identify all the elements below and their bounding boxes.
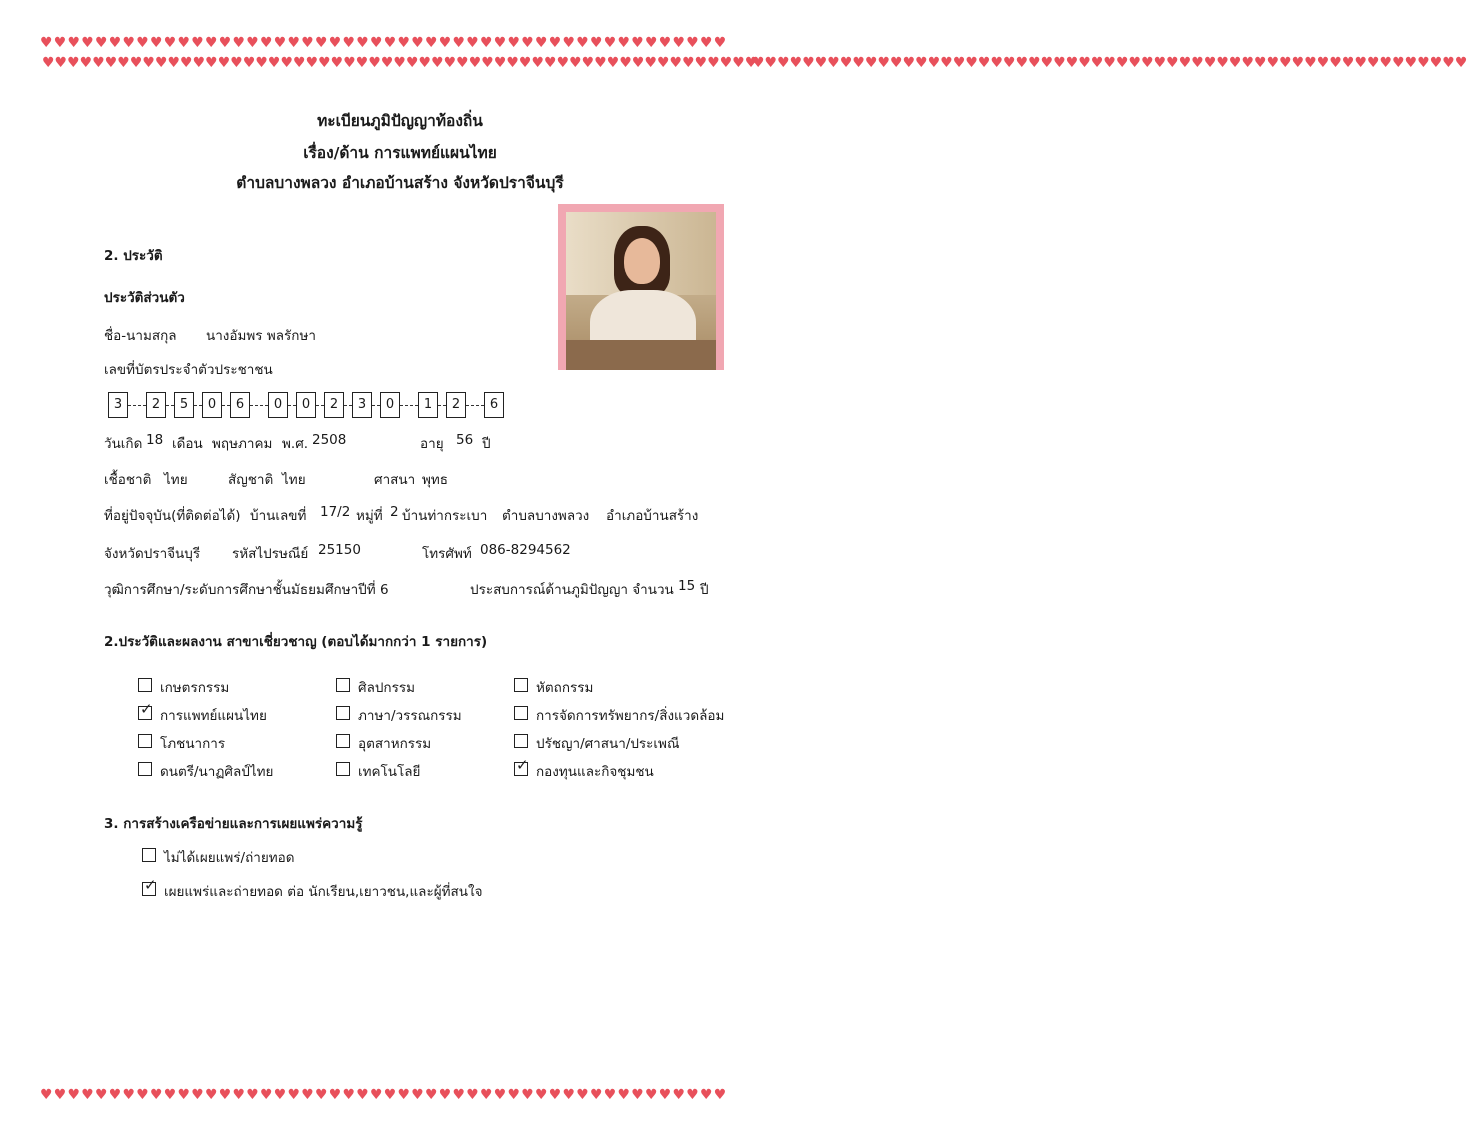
id-group-separator (466, 405, 484, 406)
phone-number: 086-8294562 (480, 542, 571, 558)
expertise-option-checkbox[interactable] (138, 762, 152, 776)
expertise-option-checkbox[interactable] (138, 734, 152, 748)
house-number: 17/2 (320, 504, 351, 520)
id-digit-separator (222, 405, 230, 406)
province: จังหวัดปราจีนบุรี (104, 546, 201, 562)
moo-value: 2 (390, 504, 399, 520)
expertise-option-label: ภาษา/วรรณกรรม (358, 708, 462, 724)
religion-label: ศาสนา (374, 472, 416, 488)
birth-day: 18 (146, 432, 164, 448)
expertise-option-label: เกษตรกรรม (160, 680, 230, 696)
age-label: อายุ (420, 436, 444, 452)
age-unit: ปี (482, 436, 491, 452)
id-digit-box: 6 (484, 392, 504, 418)
expertise-option-label: เทคโนโลยี (358, 764, 421, 780)
expertise-option-checkbox[interactable] (336, 706, 350, 720)
village: บ้านท่ากระเบา (402, 508, 488, 524)
id-digit-box: 6 (230, 392, 250, 418)
postcode: 25150 (318, 542, 361, 558)
id-digit-separator (288, 405, 296, 406)
subdistrict: ตำบลบางพลวง (502, 508, 590, 524)
address-label: ที่อยู่ปัจจุบัน(ที่ติดต่อได้) (104, 508, 241, 524)
expertise-option-label: กองทุนและกิจชุมชน (536, 764, 654, 780)
house-number-label: บ้านเลขที่ (250, 508, 307, 524)
checkmark-icon: ✓ (516, 756, 529, 774)
nationality-value: ไทย (282, 472, 306, 488)
experience-unit: ปี (700, 582, 709, 598)
age-value: 56 (456, 432, 474, 448)
education: วุฒิการศึกษา/ระดับการศึกษาชั้นมัธยมศึกษาปีที่ 6 (104, 582, 389, 598)
ethnicity-label: เชื้อชาติ (104, 472, 152, 488)
id-digit-box: 1 (418, 392, 438, 418)
heart-border-right: ♥♥♥♥♥♥♥♥♥♥♥♥♥♥♥♥♥♥♥♥♥♥♥♥♥♥♥♥♥♥♥♥♥♥♥♥♥♥♥♥♥♥♥♥♥♥♥♥♥♥♥♥♥♥♥♥♥ (752, 55, 1467, 71)
checkmark-icon: ✓ (140, 700, 153, 718)
personal-history-heading: ประวัติส่วนตัว (104, 290, 185, 306)
id-digit-box: 0 (268, 392, 288, 418)
id-digit-box: 3 (108, 392, 128, 418)
expertise-option-label: ปรัชญา/ศาสนา/ประเพณี (536, 736, 680, 752)
nationality-label: สัญชาติ (228, 472, 274, 488)
network-heading: 3. การสร้างเครือข่ายและการเผยแพร่ความรู้ (104, 816, 363, 832)
network-option-checkbox[interactable] (142, 848, 156, 862)
expertise-option-checkbox[interactable] (514, 734, 528, 748)
expertise-option-label: โภชนาการ (160, 736, 226, 752)
network-option-checkbox[interactable] (142, 876, 157, 896)
id-digit-separator (438, 405, 446, 406)
heart-border-top: ♥♥♥♥♥♥♥♥♥♥♥♥♥♥♥♥♥♥♥♥♥♥♥♥♥♥♥♥♥♥♥♥♥♥♥♥♥♥♥♥♥♥♥♥♥♥♥♥♥♥ (40, 35, 728, 51)
experience-years: 15 (678, 578, 696, 594)
expertise-option-checkbox[interactable] (336, 734, 350, 748)
birth-year: 2508 (312, 432, 347, 448)
birth-month-label: เดือน (172, 436, 203, 452)
id-digit-box: 2 (146, 392, 166, 418)
id-group-separator (400, 405, 418, 406)
id-group-separator (250, 405, 268, 406)
expertise-option-label: การจัดการทรัพยากร/สิ่งแวดล้อม (536, 708, 725, 724)
heart-border-bottom: ♥♥♥♥♥♥♥♥♥♥♥♥♥♥♥♥♥♥♥♥♥♥♥♥♥♥♥♥♥♥♥♥♥♥♥♥♥♥♥♥♥♥♥♥♥♥♥♥♥♥ (40, 1087, 728, 1103)
checkmark-icon: ✓ (144, 876, 157, 894)
id-digit-box: 5 (174, 392, 194, 418)
postcode-label: รหัสไปรษณีย์ (232, 546, 309, 562)
heart-border-left: ♥♥♥♥♥♥♥♥♥♥♥♥♥♥♥♥♥♥♥♥♥♥♥♥♥♥♥♥♥♥♥♥♥♥♥♥♥♥♥♥♥♥♥♥♥♥♥♥♥♥♥♥♥♥♥♥♥ (42, 55, 758, 71)
id-digit-separator (372, 405, 380, 406)
network-option-label: ไม่ได้เผยแพร่/ถ่ายทอด (164, 850, 295, 866)
id-digit-box: 0 (296, 392, 316, 418)
id-digit-box: 0 (380, 392, 400, 418)
id-digit-box: 2 (324, 392, 344, 418)
portrait-photo (566, 212, 716, 362)
expertise-option-checkbox[interactable] (138, 700, 153, 720)
expertise-option-checkbox[interactable] (138, 678, 152, 692)
id-digit-box: 3 (352, 392, 372, 418)
district: อำเภอบ้านสร้าง (606, 508, 699, 524)
expertise-option-checkbox[interactable] (336, 762, 350, 776)
expertise-option-label: การแพทย์แผนไทย (160, 708, 267, 724)
id-card-label: เลขที่บัตรประจำตัวประชาชน (104, 362, 273, 378)
expertise-option-checkbox[interactable] (336, 678, 350, 692)
id-group-separator (128, 405, 146, 406)
expertise-option-checkbox[interactable] (514, 706, 528, 720)
expertise-option-checkbox[interactable] (514, 756, 529, 776)
name-label: ชื่อ-นามสกุล (104, 328, 177, 344)
id-digit-separator (194, 405, 202, 406)
document-title: ทะเบียนภูมิปัญญาท้องถิ่น (317, 112, 483, 130)
religion-value: พุทธ (422, 472, 449, 488)
expertise-option-label: อุตสาหกรรม (358, 736, 432, 752)
id-digit-separator (166, 405, 174, 406)
id-digit-box: 2 (446, 392, 466, 418)
experience-label: ประสบการณ์ด้านภูมิปัญญา จำนวน (470, 582, 674, 598)
ethnicity-value: ไทย (164, 472, 188, 488)
moo-label: หมู่ที่ (356, 508, 383, 524)
expertise-option-checkbox[interactable] (514, 678, 528, 692)
section-heading-history: 2. ประวัติ (104, 248, 163, 264)
expertise-option-label: ศิลปกรรม (358, 680, 415, 696)
id-digit-separator (316, 405, 324, 406)
id-digit-box: 0 (202, 392, 222, 418)
birth-day-label: วันเกิด (104, 436, 143, 452)
name-value: นางอัมพร พลรักษา (206, 328, 316, 344)
expertise-option-label: ดนตรี/นาฏศิลป์ไทย (160, 764, 274, 780)
document-subject: เรื่อง/ด้าน การแพทย์แผนไทย (303, 144, 497, 162)
birth-year-label: พ.ศ. (282, 436, 309, 452)
expertise-heading: 2.ประวัติและผลงาน สาขาเชี่ยวชาญ (ตอบได้มากกว่า 1 รายการ) (104, 634, 488, 650)
birth-month: พฤษภาคม (212, 436, 273, 452)
portrait-photo-frame (558, 204, 724, 370)
network-option-label: เผยแพร่และถ่ายทอด ต่อ นักเรียน,เยาวชน,และผู้ที่สนใจ (164, 884, 483, 900)
id-digit-separator (344, 405, 352, 406)
phone-label: โทรศัพท์ (422, 546, 472, 562)
expertise-option-label: หัตถกรรม (536, 680, 594, 696)
document-location: ตำบลบางพลวง อำเภอบ้านสร้าง จังหวัดปราจีนบุรี (236, 174, 564, 192)
